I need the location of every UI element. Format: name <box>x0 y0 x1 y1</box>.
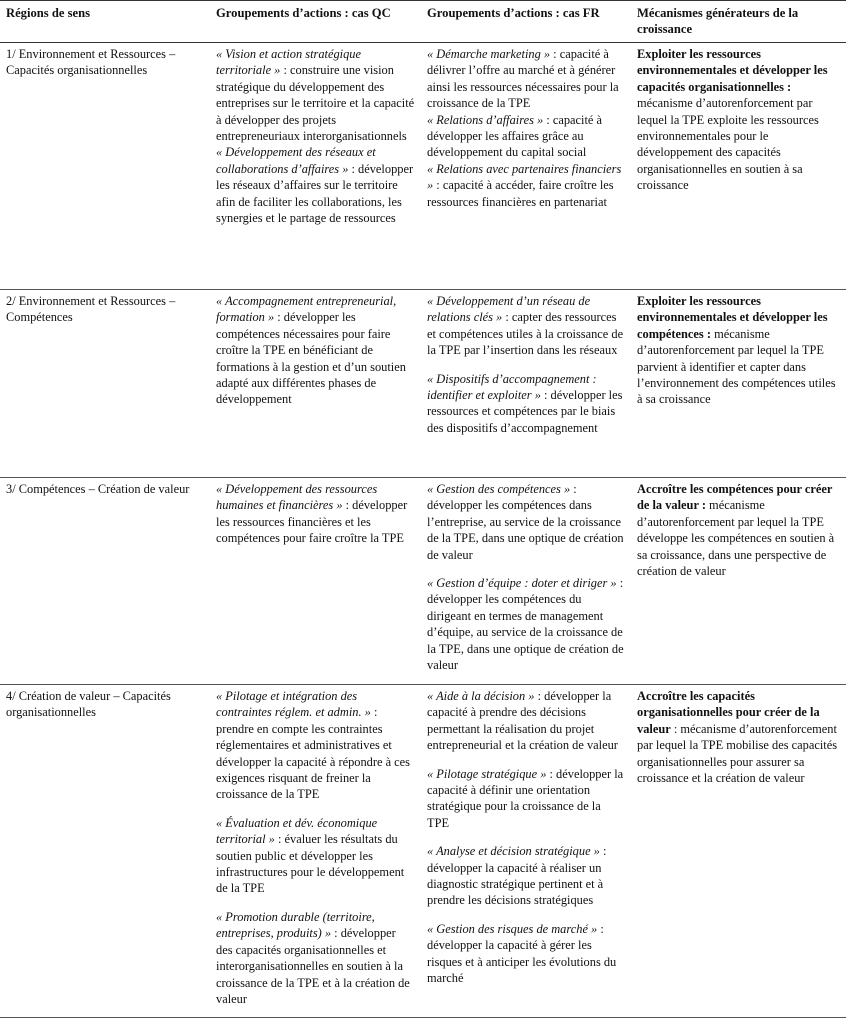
qc-cell <box>210 478 421 685</box>
action-title: « Relations avec partenaires financiers » <box>427 161 622 193</box>
action-group <box>427 575 625 673</box>
action-title: « Évaluation et dév. économique territorial » <box>216 815 378 847</box>
table-row <box>0 478 846 685</box>
action-text: : développer les compétences dans l’entreprise, au service de la croissance de la TPE, dans une optique de création de valeur <box>427 482 624 562</box>
header-fr: Groupements d’actions : cas FR <box>427 6 600 20</box>
action-group <box>216 815 415 897</box>
action-group <box>427 112 625 161</box>
mechanism-title: Exploiter les ressources environnementales et développer les compétences : <box>637 294 828 341</box>
qc-cell <box>210 685 421 1018</box>
action-text: : prendre en compte les contraintes réglementaires et administratives et développer la capacité à répondre à ces exigences risquant de freiner la croissance de la TPE <box>216 705 411 802</box>
action-group <box>216 144 415 226</box>
action-text: : capacité à accéder, faire croître les ressources financières en partenariat <box>427 178 614 209</box>
action-title: « Pilotage et intégration des contraintes réglem. et admin. » <box>216 689 371 720</box>
action-text: : développer la capacité à prendre des décisions permettant la réalisation du projet entrepreneurial et la création de valeur <box>427 689 618 753</box>
action-title: « Relations d’affaires » <box>427 112 544 127</box>
action-group <box>427 371 625 437</box>
qc-cell <box>210 290 421 478</box>
action-title: « Dispositifs d’accompagnement : identifier et exploiter » <box>427 371 597 403</box>
action-title: « Vision et action stratégique territoriale » <box>216 47 361 78</box>
action-title: « Gestion des compétences » <box>427 482 571 496</box>
action-group <box>427 921 625 987</box>
action-group <box>216 293 415 408</box>
table-row <box>0 43 846 290</box>
action-group <box>216 46 415 144</box>
mechanism-title: Exploiter les ressources environnementales et développer les capacités organisationnelles : <box>637 47 828 94</box>
mechanism-text: mécanisme d’autorenforcement par lequel la TPE exploite les ressources environnementales pour le développement des capacités organisationnelles en soutien à sa croissance <box>637 96 819 193</box>
action-text: : développer des capacités organisationnelles et interorganisationnelles en soutien à la croissance de la TPE et à la création de valeur <box>216 926 410 1006</box>
mechanism-cell <box>631 685 846 1018</box>
mechanism-title: Accroître les capacités organisationnelles pour créer de la valeur <box>637 689 820 736</box>
action-text: : développer les ressources et compétences par le biais des dispositifs d’accompagnement <box>427 388 623 435</box>
action-title: « Développement des ressources humaines et financières » <box>216 482 378 513</box>
action-text: : capacité à développer les affaires grâce au développement du capital social <box>427 112 603 160</box>
action-title: « Gestion des risques de marché » <box>427 921 598 936</box>
mechanism-text: mécanisme d’autorenforcement par lequel la TPE parvient à identifier et capter dans l’environnement des compétences utiles à sa croissance <box>637 326 836 407</box>
action-title: « Aide à la décision » <box>427 689 535 703</box>
region-cell: 4/ Création de valeur – Capacités organisationnelles <box>6 689 171 720</box>
fr-cell <box>421 478 631 685</box>
action-title: « Démarche marketing » <box>427 47 551 61</box>
action-group <box>427 481 625 563</box>
action-text: : développer la capacité à définir une orientation stratégique pour la croissance de la TPE <box>427 766 624 830</box>
region-cell: 3/ Compétences – Création de valeur <box>6 482 190 496</box>
action-group <box>216 481 415 547</box>
qc-cell <box>210 43 421 290</box>
table-row <box>0 685 846 1018</box>
header-row <box>0 1 846 43</box>
action-text: : développer les ressources financières et les compétences pour faire croître la TPE <box>216 498 408 546</box>
mechanism-text: mécanisme d’autorenforcement par lequel la TPE développe les compétences en soutien à sa croissance, dans une perspective de création de valeur <box>637 498 835 579</box>
action-group <box>216 909 415 1007</box>
mechanism-cell <box>631 43 846 290</box>
action-group <box>427 688 625 754</box>
action-group <box>427 293 625 359</box>
action-text: : capacité à délivrer l’offre au marché et à générer ainsi les ressources nécessaires pour la croissance de la TPE <box>427 47 619 111</box>
action-title: « Promotion durable (territoire, entreprises, produits) » <box>216 909 375 941</box>
action-group <box>427 843 625 909</box>
mechanism-cell <box>631 478 846 685</box>
action-text: : développer les réseaux d’affaires sur le territoire afin de faciliter les collaborations, les synergies et le partage de ressources <box>216 161 414 226</box>
region-cell: 1/ Environnement et Ressources – Capacités organisationnelles <box>6 47 176 78</box>
mechanism-cell <box>631 290 846 478</box>
action-text: : capter des ressources et compétences utiles à la croissance de la TPE par l’insertion dans les réseaux <box>427 310 624 358</box>
action-text: : développer la capacité à gérer les risques et à anticiper les évolutions du marché <box>427 921 617 986</box>
action-group <box>216 688 415 803</box>
region-cell: 2/ Environnement et Ressources – Compétences <box>6 294 176 325</box>
action-text: : évaluer les résultats du soutien public et développer les infrastructures pour le développement de la TPE <box>216 832 405 896</box>
action-title: « Gestion d’équipe : doter et diriger » <box>427 576 617 591</box>
action-group <box>427 46 625 112</box>
action-group <box>427 766 625 832</box>
action-text: : développer les compétences nécessaires pour faire croître la TPE en bénéficiant de formations à la gestion et d’un soutien adapté aux différentes phases de développement <box>216 310 406 407</box>
action-text: : construire une vision stratégique du développement des entreprises sur le territoire et la capacité à développer des projets entrepreneuriaux interorganisationnels <box>216 63 415 144</box>
fr-cell <box>421 685 631 1018</box>
action-text: : développer les compétences du dirigeant en termes de management d’équipe, au service de la croissance de la TPE, dans une optique de création de valeur <box>427 576 624 673</box>
fr-cell <box>421 290 631 478</box>
action-title: « Développement des réseaux et collaborations d’affaires » <box>216 145 376 176</box>
header-mechanisms: Mécanismes générateurs de la croissance <box>637 6 799 37</box>
action-title: « Pilotage stratégique » <box>427 766 547 781</box>
header-qc: Groupements d’actions : cas QC <box>216 6 391 20</box>
action-title: « Accompagnement entrepreneurial, formation » <box>216 294 397 325</box>
mechanism-title: Accroître les compétences pour créer de la valeur : <box>637 482 833 513</box>
action-text: : développer la capacité à réaliser un diagnostic stratégique pertinent et à prendre les décisions stratégiques <box>427 844 607 908</box>
mechanism-text: : mécanisme d’autorenforcement par lequel la TPE mobilise des capacités organisationnelles pour assurer sa croissance et la création de valeur <box>637 721 838 786</box>
action-title: « Développement d’un réseau de relations clés » <box>427 294 591 325</box>
fr-cell <box>421 43 631 290</box>
header-regions: Régions de sens <box>6 6 90 20</box>
action-title: « Analyse et décision stratégique » <box>427 844 600 859</box>
action-group <box>427 161 625 210</box>
table-row <box>0 290 846 478</box>
